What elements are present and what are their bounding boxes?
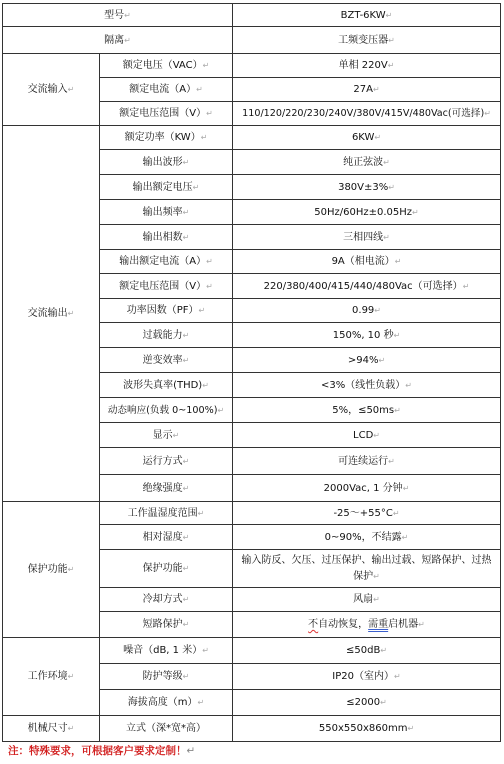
row-label: 功率因数（PF）↵ — [100, 299, 233, 323]
row-value: 单相 220V↵ — [233, 54, 501, 78]
row-label: 保护功能↵ — [100, 550, 233, 588]
table-row — [3, 27, 501, 54]
row-label: 额定电流（A）↵ — [100, 78, 233, 102]
row-value: 380V±3%↵ — [233, 175, 501, 200]
table-row — [3, 502, 501, 525]
model-label: 型号↵ — [3, 4, 233, 27]
row-value: 输入防反、欠压、过压保护、输出过载、短路保护、过热保护↵ — [233, 550, 501, 588]
row-label: 绝缘强度↵ — [100, 475, 233, 502]
table-row — [3, 638, 501, 664]
row-label: 短路保护↵ — [100, 612, 233, 638]
isolation-label: 隔离↵ — [3, 27, 233, 54]
protection-group-label: 保护功能↵ — [3, 502, 100, 638]
row-label: 输出波形↵ — [100, 150, 233, 175]
row-label: 输出频率↵ — [100, 200, 233, 225]
row-value: 50Hz/60Hz±0.05Hz↵ — [233, 200, 501, 225]
ac-output-group-label: 交流输出↵ — [3, 126, 100, 502]
ac-input-group-label: 交流输入↵ — [3, 54, 100, 126]
row-value: 110/120/220/230/240V/380V/415V/480Vac(可选择)↵ — [233, 102, 501, 126]
row-label: 过载能力↵ — [100, 323, 233, 348]
row-value: 0.99↵ — [233, 299, 501, 323]
row-value: 6KW↵ — [233, 126, 501, 150]
row-label: 相对湿度↵ — [100, 525, 233, 550]
row-value: 0~90%，不结露↵ — [233, 525, 501, 550]
row-value: IP20（室内）↵ — [233, 664, 501, 690]
row-label: 冷却方式↵ — [100, 588, 233, 612]
row-label: 输出额定电压↵ — [100, 175, 233, 200]
row-value: 不自动恢复，需重启机器↵ — [233, 612, 501, 638]
row-label: 波形失真率(THD)↵ — [100, 373, 233, 398]
dimensions-group-label: 机械尺寸↵ — [3, 716, 100, 742]
row-value: -25～+55°C↵ — [233, 502, 501, 525]
row-value: 9A（相电流）↵ — [233, 250, 501, 274]
row-label: 动态响应(负载 0~100%)↵ — [100, 398, 233, 423]
row-value: ≤50dB↵ — [233, 638, 501, 664]
row-value: >94%↵ — [233, 348, 501, 373]
row-value: 150%, 10 秒↵ — [233, 323, 501, 348]
row-label: 立式（深*宽*高） — [100, 716, 233, 742]
row-label: 逆变效率↵ — [100, 348, 233, 373]
row-label: 输出相数↵ — [100, 225, 233, 250]
row-value: ≤2000↵ — [233, 690, 501, 716]
row-label: 额定电压范围（V）↵ — [100, 102, 233, 126]
row-value: <3%（线性负载）↵ — [233, 373, 501, 398]
row-value: 可连续运行↵ — [233, 448, 501, 475]
row-value: 2000Vac, 1 分钟↵ — [233, 475, 501, 502]
row-value: 三相四线↵ — [233, 225, 501, 250]
environment-group-label: 工作环境↵ — [3, 638, 100, 716]
row-value: 220/380/400/415/440/480Vac（可选择）↵ — [233, 274, 501, 299]
row-label: 海拔高度（m）↵ — [100, 690, 233, 716]
spec-table — [2, 3, 501, 742]
row-label: 噪音（dB, 1 米）↵ — [100, 638, 233, 664]
table-row — [3, 4, 501, 27]
table-row — [3, 54, 501, 78]
model-value: BZT-6KW↵ — [233, 4, 501, 27]
custom-order-note: 注：特殊要求，可根据客户要求定制！↵ — [8, 745, 196, 757]
row-label: 运行方式↵ — [100, 448, 233, 475]
row-label: 工作温湿度范围↵ — [100, 502, 233, 525]
row-label: 输出额定电流（A）↵ — [100, 250, 233, 274]
row-value: 27A↵ — [233, 78, 501, 102]
row-label: 额定电压范围（V）↵ — [100, 274, 233, 299]
row-value: 550x550x860mm↵ — [233, 716, 501, 742]
table-row — [3, 716, 501, 742]
row-value: 纯正弦波↵ — [233, 150, 501, 175]
table-row — [3, 126, 501, 150]
row-label: 额定功率（KW）↵ — [100, 126, 233, 150]
isolation-value: 工频变压器↵ — [233, 27, 501, 54]
row-value: 5%，≤50ms↵ — [233, 398, 501, 423]
row-value: LCD↵ — [233, 423, 501, 448]
row-label: 防护等级↵ — [100, 664, 233, 690]
row-value: 风扇↵ — [233, 588, 501, 612]
row-label: 额定电压（VAC）↵ — [100, 54, 233, 78]
row-label: 显示↵ — [100, 423, 233, 448]
